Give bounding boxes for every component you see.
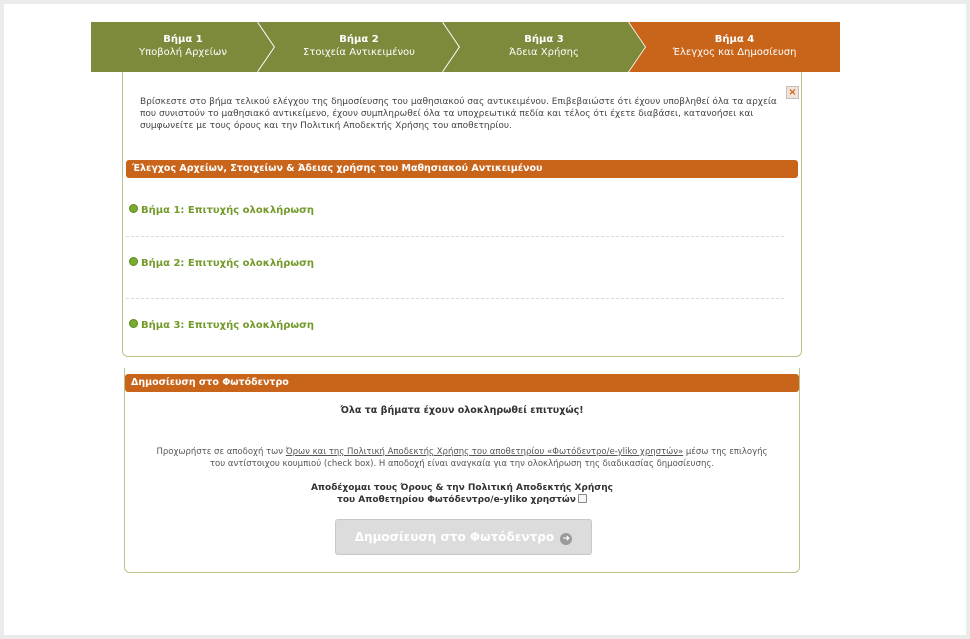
review-intro-text: Βρίσκεστε στο βήμα τελικού ελέγχου της δημοσίευσης του μαθησιακού σας αντικειμένου. Επιβεβαιώστε ότι έχουν υποβληθεί όλα τα αρχεία που συνιστούν το μαθησιακό αντικείμενο, έχουν συμπληρωθεί όλα τα υποχρεωτικά πεδία και τέλος ότι έχετε διαβάσει, κατανοήσει και συμφωνείτε με τους όρους και την Πολιτική Αποδεκτής Χρήσης του αποθετηρίου. (140, 97, 777, 131)
accept-terms (125, 482, 799, 506)
publish-section-header: Δημοσίευση στο Φωτόδεντρο (125, 374, 799, 392)
step-2-subtitle: Στοιχεία Αντικειμένου (303, 47, 415, 58)
wizard-step-3[interactable] (443, 22, 645, 72)
proceed-text-before: Προχωρήστε σε αποδοχή των (156, 447, 286, 457)
step-4-subtitle: Έλεγχος και Δημοσίευση (672, 47, 797, 58)
publish-button[interactable] (335, 519, 592, 555)
terms-link[interactable]: Όρων και της Πολιτική Αποδεκτής Χρήσης του αποθετηρίου «Φωτόδεντρο/e-yliko χρηστών» (285, 447, 684, 457)
proceed-instructions (151, 446, 773, 470)
check-row-step-3 (129, 319, 314, 331)
wizard-step-2[interactable] (258, 22, 460, 72)
divider (126, 298, 784, 299)
wizard-step-1[interactable] (91, 22, 275, 72)
check-label-step-3: Βήμα 3: Επιτυχής ολοκλήρωση (141, 320, 315, 331)
review-section-header: Έλεγχος Αρχείων, Στοιχείων & Άδειας χρήσης του Μαθησιακού Αντικειμένου (126, 160, 798, 178)
check-row-step-2 (129, 257, 314, 269)
wizard-step-4-active[interactable] (629, 22, 840, 72)
accept-terms-checkbox[interactable] (578, 494, 587, 503)
arrow-right-circle-icon: ➜ (560, 533, 572, 545)
check-label-step-1: Βήμα 1: Επιτυχής ολοκλήρωση (141, 205, 315, 216)
check-label-step-2: Βήμα 2: Επιτυχής ολοκλήρωση (141, 258, 315, 269)
proceed-text-after: μέσω της επιλογής του αντίστοιχου κουμπιού (check box). Η αποδοχή είναι αναγκαία για την ολοκλήρωση της διαδικασίας δημοσίευσης. (209, 447, 768, 469)
step-1-subtitle: Υποβολή Αρχείων (139, 47, 227, 58)
success-icon (129, 319, 138, 328)
publish-button-label: Δημοσίευση στο Φωτόδεντρο (354, 530, 555, 544)
accept-terms-line-1: Αποδέχομαι τους Όρους & την Πολιτική Αποδεκτής Χρήσης (310, 483, 614, 493)
review-panel (122, 72, 802, 357)
success-icon (129, 257, 138, 266)
step-1-title: Βήμα 1 (163, 34, 203, 45)
step-3-subtitle: Άδεια Χρήσης (509, 47, 579, 58)
close-icon[interactable]: × (786, 86, 799, 99)
check-row-step-1 (129, 204, 314, 216)
step-2-title: Βήμα 2 (339, 34, 379, 45)
wizard-steps (91, 22, 840, 72)
all-steps-done-text: Όλα τα βήματα έχουν ολοκληρωθεί επιτυχώς! (340, 405, 584, 416)
divider (126, 236, 784, 237)
step-4-title: Βήμα 4 (714, 34, 755, 45)
accept-terms-line-2: του Αποθετηρίου Φωτόδεντρο/e-yliko χρηστών (337, 495, 576, 505)
publish-panel (124, 368, 800, 573)
step-3-title: Βήμα 3 (524, 34, 564, 45)
success-icon (129, 204, 138, 213)
